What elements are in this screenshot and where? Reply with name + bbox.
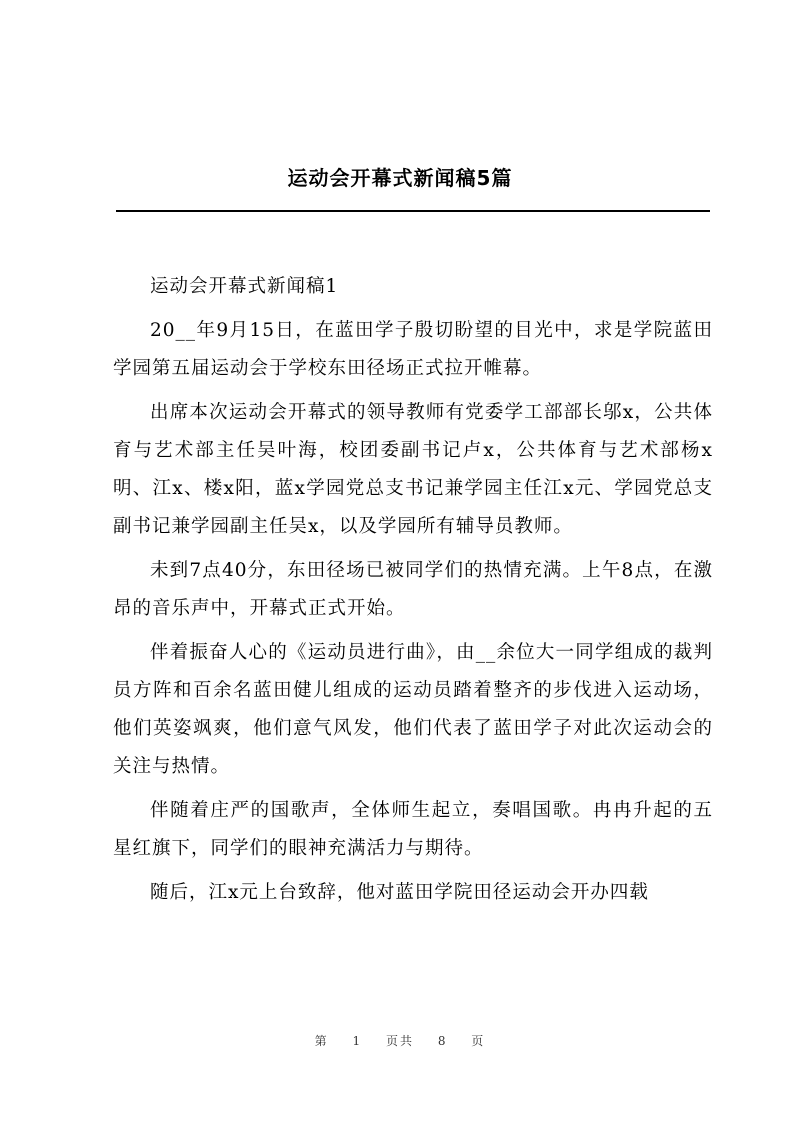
- paragraph: 随后，江x元上台致辞，他对蓝田学院田径运动会开办四载: [150, 882, 649, 903]
- document-body: [113, 268, 713, 918]
- paragraph: 伴着振奋人心的《运动员进行曲》，由__余位大一同学组成的裁判员方阵和百余名蓝田健儿组成的运动员踏着整齐的步伐进入运动场，他们英姿飒爽，他们意气风发，他们代表了蓝田学子对此次运动会的关注与热情。: [113, 642, 713, 777]
- paragraph: 伴随着庄严的国歌声，全体师生起立，奏唱国歌。冉冉升起的五星红旗下，同学们的眼神充满活力与期待。: [113, 800, 713, 859]
- paragraph: 出席本次运动会开幕式的领导教师有党委学工部部长邬x，公共体育与艺术部主任吴叶海，校团委副书记卢x，公共体育与艺术部杨x明、江x、楼x阳，蓝x学园党总支书记兼学园主任江x元、学园党总支副书记兼学园副主任吴x，以及学园所有辅导员教师。: [113, 402, 713, 537]
- page-label-prefix: 第: [314, 1034, 329, 1048]
- total-pages-number: 8: [437, 1034, 448, 1048]
- page-footer: [0, 1031, 800, 1051]
- section-heading: 运动会开幕式新闻稿1: [150, 276, 339, 297]
- paragraph: 未到7点40分，东田径场已被同学们的热情充满。上午8点，在激昂的音乐声中，开幕式正式开始。: [113, 560, 713, 619]
- current-page-number: 1: [352, 1034, 363, 1048]
- page-label-middle: 页共: [385, 1034, 414, 1048]
- document-title: 运动会开幕式新闻稿5篇: [287, 166, 513, 190]
- page-label-suffix: 页: [471, 1034, 486, 1048]
- paragraph: 20__年9月15日，在蓝田学子殷切盼望的目光中，求是学院蓝田学园第五届运动会于学校东田径场正式拉开帷幕。: [113, 320, 713, 379]
- title-underline: [116, 210, 710, 212]
